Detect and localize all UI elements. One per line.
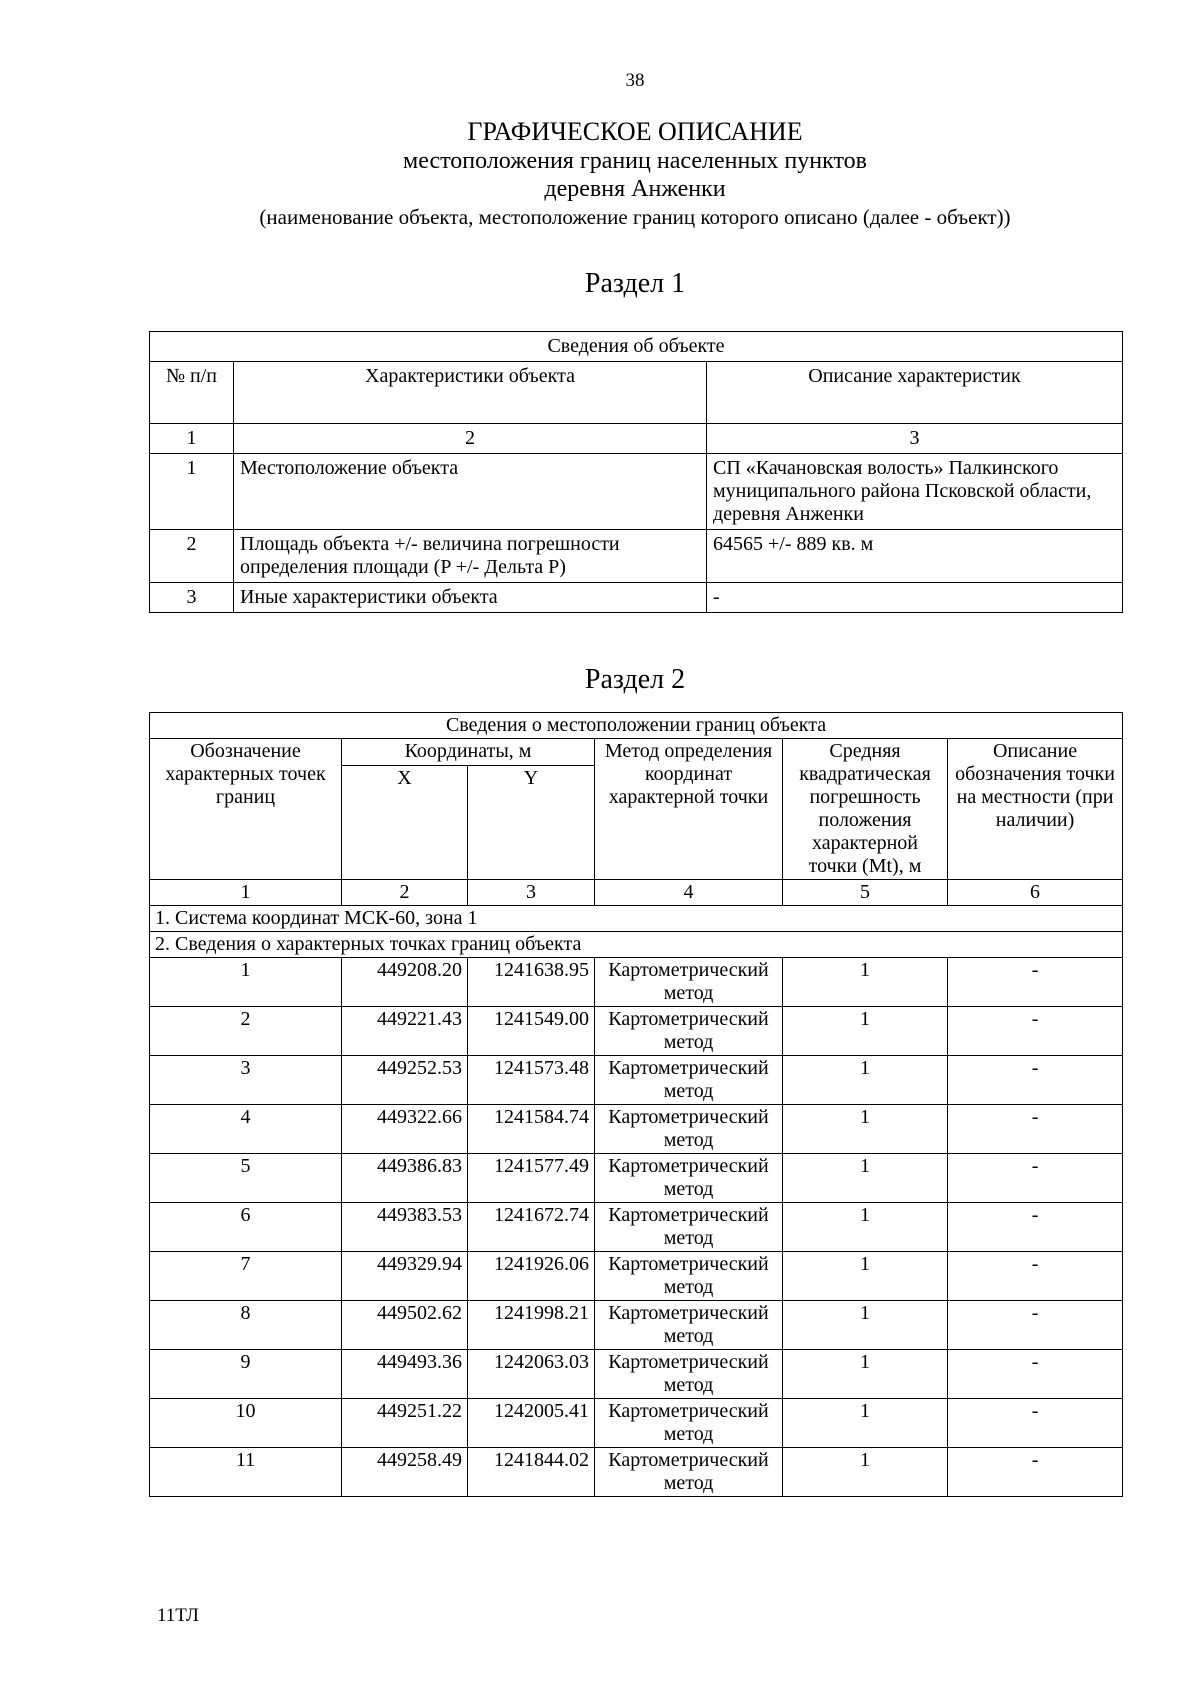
column-index: 3 <box>707 424 1123 454</box>
row-number: 3 <box>150 583 234 613</box>
coordinate-y: 1242005.41 <box>468 1399 595 1448</box>
mean-error: 1 <box>783 1350 948 1399</box>
point-number: 10 <box>150 1399 342 1448</box>
footer-code: 11ТЛ <box>157 1605 199 1626</box>
table-row <box>150 530 1123 583</box>
point-number: 7 <box>150 1252 342 1301</box>
column-header-num: № п/п <box>150 362 234 424</box>
table-row <box>150 454 1123 530</box>
coordinate-x: 449493.36 <box>342 1350 468 1399</box>
column-header-point: Обозначение характерных точек границ <box>150 739 342 880</box>
mean-error: 1 <box>783 1399 948 1448</box>
column-index: 2 <box>234 424 707 454</box>
point-number: 1 <box>150 958 342 1007</box>
document-subtitle: местоположения границ населенных пунктов <box>403 148 867 174</box>
boundary-points-table <box>149 712 1123 1497</box>
mean-error: 1 <box>783 1007 948 1056</box>
document-header <box>0 117 1200 231</box>
point-number: 2 <box>150 1007 342 1056</box>
table-row <box>150 1056 1123 1105</box>
column-header-method: Метод определения координат характерной точки <box>595 739 783 880</box>
coordinate-x: 449221.43 <box>342 1007 468 1056</box>
characteristic-name: Иные характеристики объекта <box>234 583 707 613</box>
table-row <box>150 1399 1123 1448</box>
coordinate-x: 449322.66 <box>342 1105 468 1154</box>
characteristic-value: СП «Качановская волость» Палкинского муниципального района Псковской области, деревня Анженки <box>707 454 1123 530</box>
point-number: 6 <box>150 1203 342 1252</box>
table-row <box>150 1105 1123 1154</box>
coordinate-x: 449251.22 <box>342 1399 468 1448</box>
column-header-x: X <box>342 766 468 880</box>
page-number: 38 <box>625 70 645 91</box>
document-title: ГРАФИЧЕСКОЕ ОПИСАНИЕ <box>467 117 803 146</box>
method: Картометрический метод <box>595 958 783 1007</box>
method: Картометрический метод <box>595 1056 783 1105</box>
column-index: 5 <box>783 880 948 906</box>
column-index: 4 <box>595 880 783 906</box>
table-caption: Сведения о местоположении границ объекта <box>150 713 1123 739</box>
characteristic-value: 64565 +/- 889 кв. м <box>707 530 1123 583</box>
method: Картометрический метод <box>595 1007 783 1056</box>
characteristic-name: Местоположение объекта <box>234 454 707 530</box>
table-row <box>150 1154 1123 1203</box>
coordinate-x: 449386.83 <box>342 1154 468 1203</box>
mean-error: 1 <box>783 958 948 1007</box>
coordinate-y: 1241844.02 <box>468 1448 595 1497</box>
point-description: - <box>948 1203 1123 1252</box>
point-description: - <box>948 1007 1123 1056</box>
object-name-note: (наименование объекта, местоположение границ которого описано (далее - объект)) <box>259 205 1011 229</box>
coordinate-y: 1241638.95 <box>468 958 595 1007</box>
coordinate-y: 1241584.74 <box>468 1105 595 1154</box>
method: Картометрический метод <box>595 1203 783 1252</box>
column-header-description: Описание характеристик <box>707 362 1123 424</box>
row-number: 1 <box>150 454 234 530</box>
point-number: 4 <box>150 1105 342 1154</box>
column-header-point-description: Описание обозначения точки на местности (при наличии) <box>948 739 1123 880</box>
table-row <box>150 1301 1123 1350</box>
method: Картометрический метод <box>595 1105 783 1154</box>
mean-error: 1 <box>783 1154 948 1203</box>
table-row <box>150 1448 1123 1497</box>
column-index: 3 <box>468 880 595 906</box>
characteristic-name: Площадь объекта +/- величина погрешности определения площади (P +/- Дельта P) <box>234 530 707 583</box>
coordinate-y: 1241926.06 <box>468 1252 595 1301</box>
column-header-error: Средняя квадратическая погрешность положения характерной точки (Mt), м <box>783 739 948 880</box>
table-row <box>150 1350 1123 1399</box>
coordinate-x: 449258.49 <box>342 1448 468 1497</box>
characteristic-value: - <box>707 583 1123 613</box>
points-body <box>150 958 1123 1497</box>
point-number: 11 <box>150 1448 342 1497</box>
table-row <box>150 583 1123 613</box>
point-description: - <box>948 1448 1123 1497</box>
column-index: 1 <box>150 880 342 906</box>
method: Картометрический метод <box>595 1154 783 1203</box>
coordinate-y: 1241573.48 <box>468 1056 595 1105</box>
table-row <box>150 1252 1123 1301</box>
coordinate-x: 449502.62 <box>342 1301 468 1350</box>
point-number: 3 <box>150 1056 342 1105</box>
point-number: 5 <box>150 1154 342 1203</box>
mean-error: 1 <box>783 1301 948 1350</box>
table-caption: Сведения об объекте <box>150 332 1123 362</box>
section2-title: Раздел 2 <box>584 664 686 695</box>
section1-title: Раздел 1 <box>584 268 686 299</box>
mean-error: 1 <box>783 1448 948 1497</box>
column-index: 2 <box>342 880 468 906</box>
table-row <box>150 958 1123 1007</box>
column-header-coordinates: Координаты, м <box>342 739 595 766</box>
column-index: 1 <box>150 424 234 454</box>
coordinate-system: 1. Система координат МСК-60, зона 1 <box>150 906 1123 932</box>
point-description: - <box>948 1399 1123 1448</box>
object-name: деревня Анженки <box>544 176 726 202</box>
column-index: 6 <box>948 880 1123 906</box>
method: Картометрический метод <box>595 1350 783 1399</box>
point-description: - <box>948 1056 1123 1105</box>
coordinate-y: 1241672.74 <box>468 1203 595 1252</box>
point-number: 9 <box>150 1350 342 1399</box>
method: Картометрический метод <box>595 1399 783 1448</box>
coordinate-y: 1241998.21 <box>468 1301 595 1350</box>
coordinate-y: 1241549.00 <box>468 1007 595 1056</box>
coordinate-x: 449208.20 <box>342 958 468 1007</box>
table-row <box>150 1007 1123 1056</box>
method: Картометрический метод <box>595 1448 783 1497</box>
mean-error: 1 <box>783 1056 948 1105</box>
coordinate-x: 449329.94 <box>342 1252 468 1301</box>
row-number: 2 <box>150 530 234 583</box>
point-description: - <box>948 1301 1123 1350</box>
method: Картометрический метод <box>595 1252 783 1301</box>
point-description: - <box>948 958 1123 1007</box>
points-heading: 2. Сведения о характерных точках границ объекта <box>150 932 1123 958</box>
coordinate-x: 449383.53 <box>342 1203 468 1252</box>
point-description: - <box>948 1350 1123 1399</box>
mean-error: 1 <box>783 1203 948 1252</box>
table-row <box>150 1203 1123 1252</box>
point-description: - <box>948 1105 1123 1154</box>
column-header-characteristics: Характеристики объекта <box>234 362 707 424</box>
object-info-table <box>149 331 1123 613</box>
point-description: - <box>948 1252 1123 1301</box>
coordinate-x: 449252.53 <box>342 1056 468 1105</box>
mean-error: 1 <box>783 1252 948 1301</box>
column-header-y: Y <box>468 766 595 880</box>
point-number: 8 <box>150 1301 342 1350</box>
point-description: - <box>948 1154 1123 1203</box>
method: Картометрический метод <box>595 1301 783 1350</box>
coordinate-y: 1241577.49 <box>468 1154 595 1203</box>
coordinate-y: 1242063.03 <box>468 1350 595 1399</box>
mean-error: 1 <box>783 1105 948 1154</box>
